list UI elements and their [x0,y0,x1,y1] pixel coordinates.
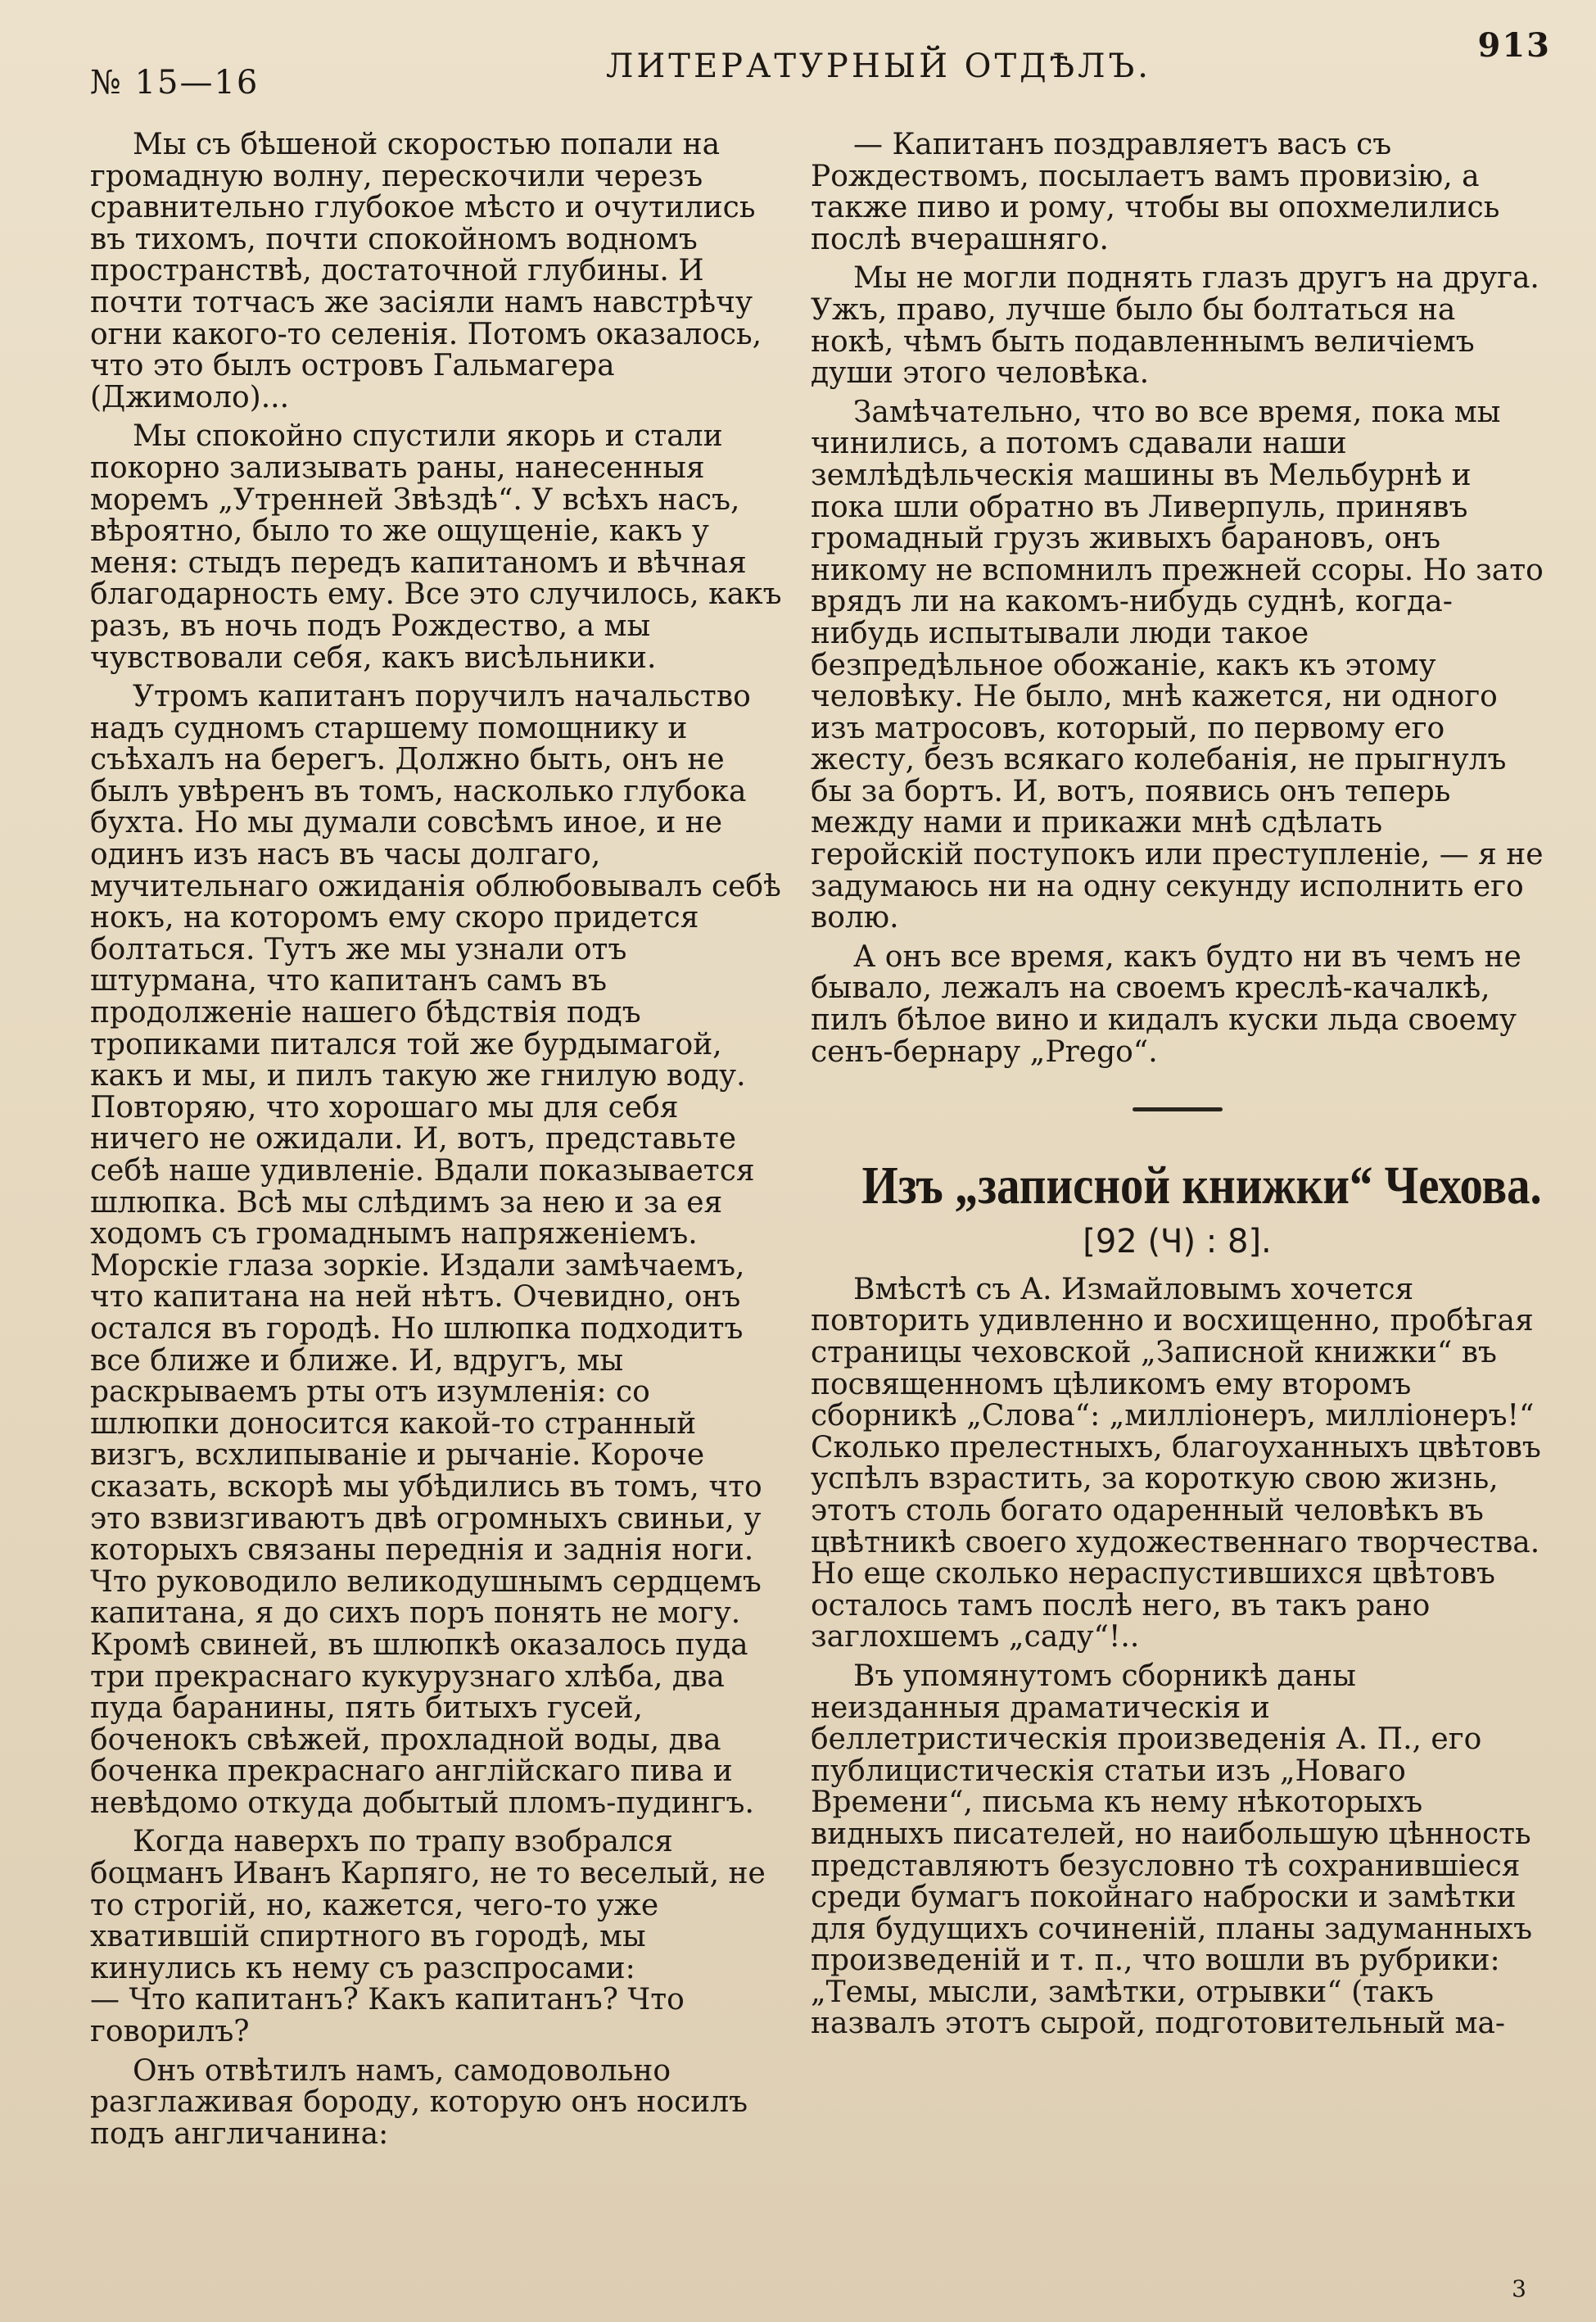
paragraph: Мы не могли поднять глазъ другъ на друга. Ужъ, право, лучше было бы болтаться на нокѣ, чѣмъ быть подавленнымъ величіемъ души этого человѣка. [811,261,1539,391]
paragraph: Въ упомянутомъ сборникѣ даны неизданныя драматическія и беллетристическія произведенія А. П., его публицистическія статьи изъ „Новаго Времени“, письма къ нему нѣкоторыхъ видныхъ писателей, но наибольшую цѣнность представляютъ безусловно тѣ сохранившіеся среди бумагъ покойнаго наброски и замѣтки для будущихъ сочиненій, планы задуманныхъ произведеній и т. п., что вошли въ рубрики: „Темы, мысли, замѣтки, отрывки“ (такъ назвалъ этотъ сырой, подготовительный ма- [811,1659,1532,2041]
section-divider [1133,1107,1223,1111]
page-number: 913 [1477,26,1551,65]
signature-mark: 3 [1512,2275,1526,2302]
paragraph: — Капитанъ поздравляетъ васъ съ Рождествомъ, посылаетъ вамъ провизію, а также пиво и рому, чтобы вы опохмелились послѣ вчерашняго. [811,128,1500,256]
paragraph: Замѣчательно, что во все время, пока мы чинились, а потомъ сдавали наши землѣдѣльческія машины въ Мельбурнѣ и пока шли обратно въ Ливерпуль, принявъ громадный грузъ живыхъ барановъ, онъ никому не вспомнилъ прежней ссоры. Но зато врядъ ли на какомъ-нибудь суднѣ, когда-нибудь испытывали люди такое безпредѣльное обожаніе, какъ къ этому человѣку. Не было, мнѣ кажется, ни одного изъ матросовъ, который, по первому его жесту, безъ всякаго колебанія, не прыгнулъ бы за бортъ. И, вотъ, появись онъ теперь между нами и прикажи мнѣ сдѣлать геройскій поступокъ или преступленіе, — я не задумаюсь ни на одну секунду исполнить его волю. [811,395,1544,935]
classification-code: [92 (Ч) : 8]. [1083,1223,1272,1261]
section-title: ЛИТЕРАТУРНЫЙ ОТДѢЛЪ. [606,48,1152,85]
article-title: Изъ „записной книжки“ Чехова. [861,1156,1542,1216]
paragraph: Мы спокойно спустили якорь и стали покорно зализывать раны, нанесенныя моремъ „Утренней Звѣздѣ“. У всѣхъ насъ, вѣроятно, было то же ощущеніе, какъ у меня: стыдъ передъ капитаномъ и вѣчная благодарность ему. Все это случилось, какъ разъ, въ ночь подъ Рождество, а мы чувствовали себя, какъ висѣльники. [90,419,782,675]
paragraph: Когда наверхъ по трапу взобрался боцманъ Иванъ Карпяго, не то веселый, не то строгій, но, кажется, чего-то уже хватившій спиртного въ городѣ, мы кинулись къ нему съ разспросами: — Что капитанъ? Какъ капитанъ? Что говорилъ? [90,1825,766,2049]
paragraph: Мы съ бѣшеной скоростью попали на громадную волну, перескочили черезъ сравнительно глубокое мѣсто и очутились въ тихомъ, почти спокойномъ водномъ пространствѣ, достаточной глубины. И почти тотчасъ же засіяли намъ навстрѣчу огни какого-то селенія. Потомъ оказалось, что это былъ островъ Гальмагера (Джимоло)... [90,128,762,414]
paragraph: Онъ отвѣтилъ намъ, самодовольно разглаживая бороду, которую онъ носилъ подъ англичанина: [90,2053,748,2151]
left-column [90,129,782,2157]
paragraph: Утромъ капитанъ поручилъ начальство надъ судномъ старшему помощнику и съѣхалъ на берегъ. Должно быть, онъ не былъ увѣренъ въ томъ, насколько глубока бухта. Но мы думали совсѣмъ иное, и не одинъ изъ насъ въ часы долгаго, мучительнаго ожиданія облюбовывалъ себѣ нокъ, на которомъ ему скоро придется болтаться. Тутъ же мы узнали отъ штурмана, что капитанъ самъ въ продолженіе нашего бѣдствія подъ тропиками питался той же бурдымагой, какъ и мы, и пилъ такую же гнилую воду. Повторяю, что хорошаго мы для себя ничего не ожидали. И, вотъ, представьте себѣ наше удивленіе. Вдали показывается шлюпка. Всѣ мы слѣдимъ за нею и за ея ходомъ съ громаднымъ напряженіемъ. Морскіе глаза зоркіе. Издали замѣчаемъ, что капитана на ней нѣтъ. Очевидно, онъ остался въ городѣ. Но шлюпка подходитъ все ближе и ближе. И, вдругъ, мы раскрываемъ рты отъ изумленія: со шлюпки доносится какой-то странный визгъ, всхлипываніе и рычаніе. Короче сказать, вскорѣ мы убѣдились въ томъ, что это взвизгиваютъ двѣ огромныхъ свиньи, у которыхъ связаны переднія и заднія ноги. Что руководило великодушнымъ сердцемъ капитана, я до сихъ поръ понять не могу. Кромѣ свиней, въ шлюпкѣ оказалось пуда три прекраснаго кукурузнаго хлѣба, два пуда баранины, пять битыхъ гусей, боченокъ свѣжей, прохладной воды, два боченка прекраснаго англійскаго пива и невѣдомо откуда добытый пломъ-пудингъ. [90,680,781,1820]
paragraph: А онъ все время, какъ будто ни въ чемъ не бывало, лежалъ на своемъ креслѣ-качалкѣ, пилъ бѣлое вино и кидалъ куски льда своему сенъ-бернару „Prego“. [811,939,1521,1069]
paragraph: Вмѣстѣ съ А. Измайловымъ хочется повторить удивленно и восхищенно, пробѣгая страницы чеховской „Записной книжки“ въ посвященномъ цѣликомъ ему второмъ сборникѣ „Слова“: „милліонеръ, милліонеръ!“ Сколько прелестныхъ, благоуханныхъ цвѣтовъ успѣлъ взрастить, за короткую свою жизнь, этотъ столь богато одаренный человѣкъ въ цвѣтникѣ своего художественнаго творчества. Но еще сколько нераспустившихся цвѣтовъ осталось тамъ послѣ него, въ такъ рано заглохшемъ „саду“!.. [811,1272,1541,1654]
issue-number: № 15—16 [90,64,260,102]
right-column [811,129,1544,2048]
